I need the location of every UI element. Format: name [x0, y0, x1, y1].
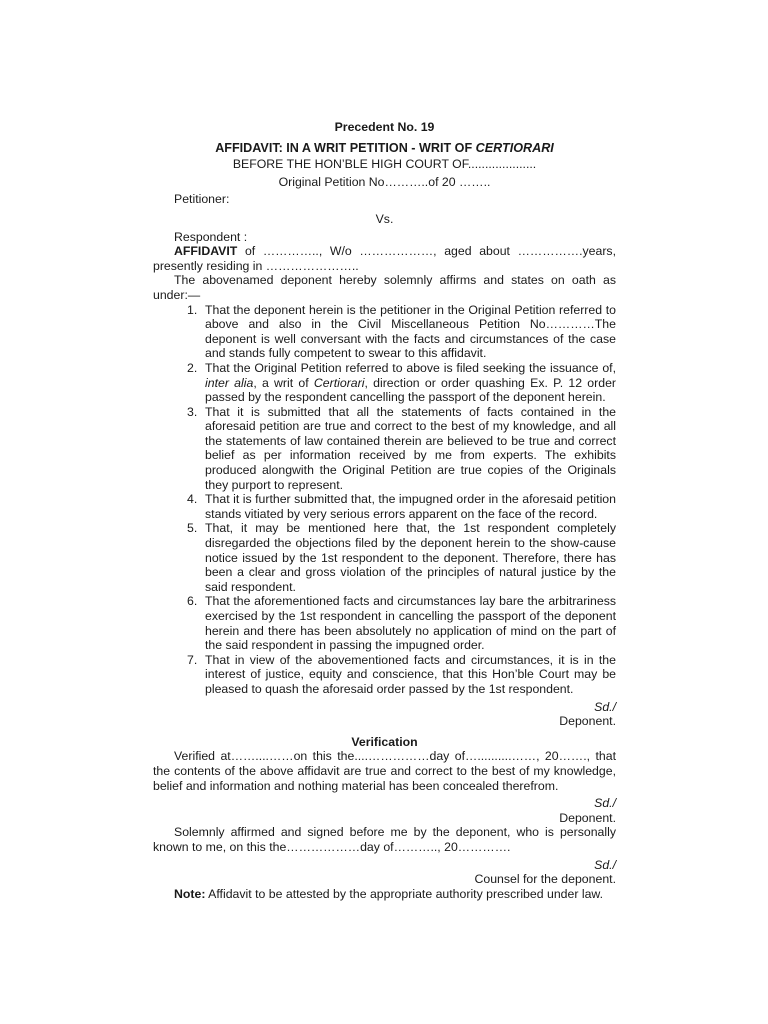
versus-label: Vs. — [375, 211, 394, 226]
item-number: 6. — [187, 594, 198, 609]
verification-text: Verified at……....……on this the....……………day of…..........……, 20……., that the contents of the above affidavit are true and correct to the best of my knowledge, belief and information and nothing material has been concealed therefrom. — [153, 749, 616, 793]
affidavit-items — [153, 303, 616, 697]
title-italic: CERTIORARI — [475, 140, 554, 155]
affidavit-intro — [153, 244, 616, 273]
list-item — [153, 521, 616, 594]
item-text-mid: , a writ of — [253, 375, 314, 390]
item-text-post: , direction or order quashing Ex. P. 12 order passed by the respondent cancelling the passport of the deponent herein. — [205, 375, 617, 405]
item-number: 2. — [187, 360, 198, 375]
item-text-pre: That the Original Petition referred to above is filed seeking the issuance of, — [205, 360, 616, 375]
item-text: That, it may be mentioned here that, the 1st respondent completely disregarded the objections filed by the deponent herein to the show-cause notice issued by the 1st respondent to the deponent. Therefore, there has been a clear and gross violation of the principles of natural justice by the said respondent. — [205, 521, 616, 594]
deponent-statement: The abovenamed deponent hereby solemnly affirms and states on oath as under:— — [153, 273, 616, 302]
signature-sd: Sd./ — [594, 796, 616, 811]
solemn-affirmation: Solemnly affirmed and signed before me by the deponent, who is personally known to me, on this the………………day of……….., 20…………. — [153, 825, 616, 854]
note-text: Affidavit to be attested by the appropriate authority prescribed under law. — [205, 886, 604, 901]
item-number: 7. — [187, 652, 198, 667]
verification-heading: Verification — [351, 734, 418, 749]
signature-sd: Sd./ — [594, 857, 616, 872]
affidavit-word: AFFIDAVIT — [174, 244, 238, 259]
precedent-number: Precedent No. 19 — [334, 120, 435, 134]
item-number: 4. — [187, 492, 198, 507]
item-number: 3. — [187, 404, 198, 419]
item-number: 5. — [187, 521, 198, 536]
item-number: 1. — [187, 302, 198, 317]
signature-sd: Sd./ — [594, 699, 616, 714]
list-item — [153, 492, 616, 521]
respondent-label: Respondent : — [174, 229, 248, 244]
court-name: BEFORE THE HON’BLE HIGH COURT OF.................... — [232, 157, 537, 172]
affidavit-details: of ………….., W/o ………………, aged about …………….years, presently residing in ………………….. — [153, 244, 616, 273]
item-text-italic: Certiorari — [313, 375, 365, 390]
item-text-italic: inter alia — [205, 375, 254, 390]
petition-number: Original Petition No………..of 20 …….. — [278, 174, 491, 189]
petitioner-label: Petitioner: — [174, 192, 230, 207]
signature-label: Deponent. — [559, 810, 616, 825]
item-text: That the aforementioned facts and circumstances lay bare the arbitrariness exercised by the 1st respondent in cancelling the passport of the deponent herein and there has been absolutely no application of mind on the part of the said respondent in passing the impugned order. — [205, 594, 616, 653]
signature-label: Deponent. — [559, 714, 616, 729]
affidavit-document — [153, 120, 616, 901]
note-label: Note: — [174, 886, 206, 901]
item-text: That the deponent herein is the petitioner in the Original Petition referred to above and also in the Civil Miscellaneous Petition No…………The deponent is well conversant with the facts and circumstances of the case and stands fully competent to swear to this affidavit. — [205, 302, 616, 361]
counsel-signature-label: Counsel for the deponent. — [474, 872, 616, 887]
item-text: That it is submitted that all the statements of facts contained in the aforesaid petition are true and correct to the best of my knowledge, and all the statements of law contained therein are believed to be true and correct belief as per information received by me from experts. The exhibits produced alongwith the Original Petition are true copies of the Originals they purport to represent. — [205, 404, 616, 492]
list-item — [153, 303, 616, 361]
document-title — [153, 141, 616, 156]
list-item — [153, 594, 616, 652]
item-text: That in view of the abovementioned facts and circumstances, it is in the interest of justice, equity and conscience, that this Hon’ble Court may be pleased to quash the aforesaid order passed by the 1st respondent. — [205, 652, 616, 696]
note — [153, 887, 616, 902]
title-main: AFFIDAVIT: IN A WRIT PETITION - WRIT OF — [215, 140, 476, 155]
list-item — [153, 361, 616, 405]
list-item — [153, 405, 616, 493]
item-text: That it is further submitted that, the impugned order in the aforesaid petition stands vitiated by very serious errors apparent on the face of the record. — [205, 492, 616, 521]
list-item — [153, 653, 616, 697]
